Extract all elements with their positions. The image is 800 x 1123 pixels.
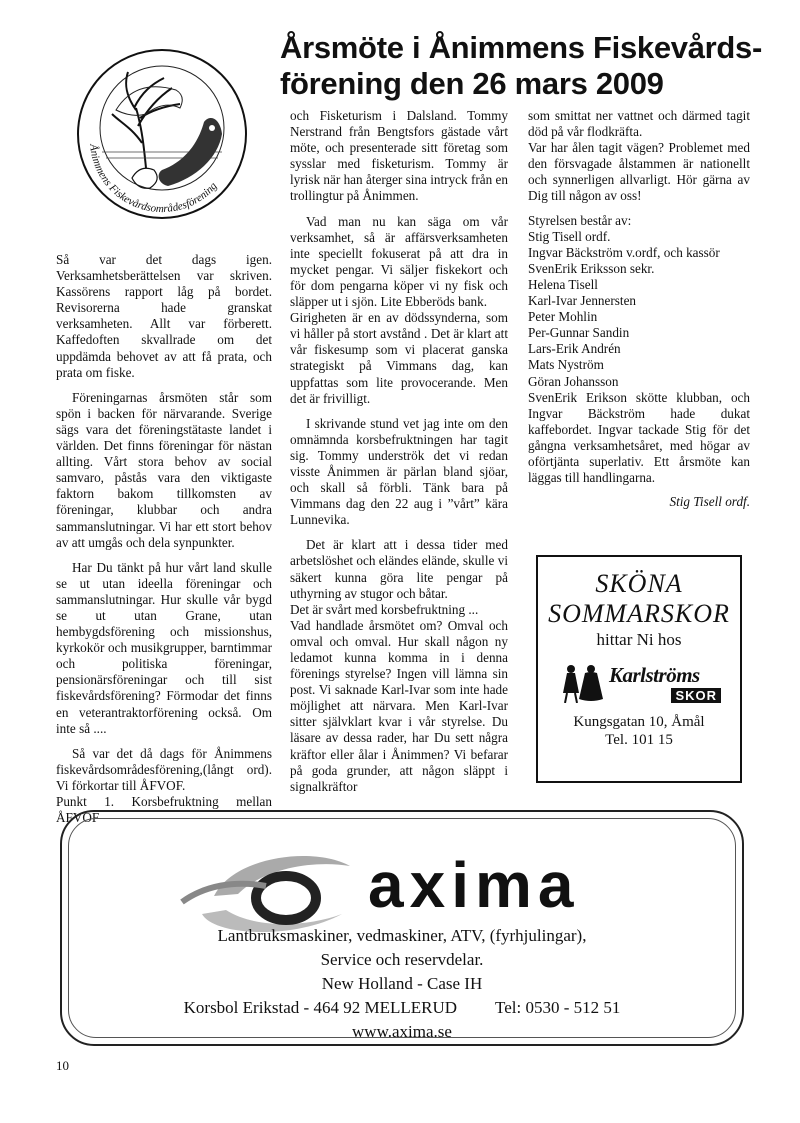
board-member: Karl-Ivar Jennersten — [528, 293, 637, 309]
board-member: Ingvar Bäckström v.ordf, och kassör — [528, 244, 720, 260]
paragraph: Var har ålen tagit vägen? Problemet med den försvagade ålstammen är nationellt och synnerligen allvarligt. Hör gärna av Dig till någon av oss! — [528, 140, 750, 204]
ad-line-products: Lantbruksmaskiner, vedmaskiner, ATV, (fyrhjulingar), — [217, 926, 587, 945]
paragraph: Girigheten är en av dödssynderna, som vi håller på stort avstånd . Det är klart att vår fiskesump som vi placerat ganska strategiskt på Vimmans dag, kan uppfattas som lite provocerande. Men det är frivilligt. — [290, 310, 508, 406]
ad-line-service: Service och reservdelar. — [320, 950, 484, 969]
ad-subline: hittar Ni hos — [596, 630, 682, 649]
board-member: SvenErik Eriksson sekr. — [528, 260, 655, 276]
ad-line-brands: New Holland - Case IH — [321, 974, 483, 993]
paragraph: Så var det dags igen. Verksamhetsberättelsen var skriven. Kassörens rapport låg på bordet. Revisorerna hade granskat verksamheten. Allt var förberett. Kaffedoften skvallrade om det uppdämda behovet av att få prata, och prata om fiske. — [56, 252, 272, 380]
axima-ad — [60, 810, 744, 1046]
ad-headline-1: SKÖNA — [595, 569, 683, 598]
board-member: Peter Mohlin — [528, 309, 598, 325]
paragraph: Vad handlade årsmötet om? Omval och omval och omval. Hur skall någon ny ledamot kunna komma in i denna förenings styrelse? Ingen vill lämna sin post. Vi saknade Karl-Ivar som inte hade möjlighet att närvara. Men Karl-Ivar sitter självklart kvar i vår styrelse. Du läsare av dessa rader, har Du sett några kräftor eller ålar i Ånimmen? Vi befarar på goda grunder, att någon släppt i signalkräftor — [290, 617, 508, 794]
paragraph: Föreningarnas årsmöten står som spön i backen för närvarande. Sverige sägs vara det föreningstätaste landet i världen. Det finns föreningar för nästan allting. Vårt stora behov av social samvaro, påstås vara den viktigaste faktorn bakom tillkomsten av föreningar, klubbar och andra sammanslutningar. Vi har ett stort behov av att umgås och dela synpunkter. — [56, 389, 272, 550]
headline-line-1: Årsmöte i Ånimmens Fiskevårds- — [280, 30, 763, 65]
board-member: Stig Tisell ordf. — [528, 228, 611, 244]
store-phone: Tel. 101 15 — [605, 732, 673, 748]
paragraph: I skrivande stund vet jag inte om den omnämnda korsbefruktningen har tagit sig. Tommy underströk det vi redan visste Ånimmen är pärlan bland sjöar, och skall så förbli. Tänk bara på Vimmans dag den 22 aug i ”vårt” kära Lunnevika. — [290, 415, 508, 528]
board-intro: Styrelsen består av: — [528, 212, 632, 228]
board-member: Mats Nyström — [528, 357, 604, 373]
article-headline — [280, 30, 780, 102]
store-skor-label: SKOR — [671, 688, 721, 703]
board-member: Lars-Erik Andrén — [528, 341, 621, 357]
article-column-2 — [290, 108, 508, 804]
paragraph: Så var det då dags för Ånimmens fiskevårdsområdesförening,(långt ord). Vi förkortar till ÅFVOF. — [56, 745, 272, 793]
ad-address: Korsbol Erikstad - 464 92 MELLERUD — [183, 998, 458, 1017]
paragraph: Det är svårt med korsbefruktning ... — [290, 601, 479, 617]
dancing-couple-icon — [557, 663, 605, 703]
paragraph: och Fisketurism i Dalsland. Tommy Nerstrand från Bengtsfors gästade vårt möte, och presenterade sitt företag som sysslar med fisketurism. Tommy är lyrisk när han återger sina intryck från en trollingtur på Ånimmen. — [290, 108, 508, 204]
board-member: Göran Johansson — [528, 373, 619, 389]
board-member: Helena Tisell — [528, 276, 598, 292]
ad-contact-row — [62, 996, 742, 1020]
paragraph: Det är klart att i dessa tider med arbetslöshet och eländes elände, skulle vi säkert kunna göra lite pengar på uthyrning av stugor och båtar. — [290, 537, 508, 601]
paragraph: Punkt 1. Korsbefruktning mellan ÅFVOF — [56, 794, 272, 826]
ad-headline-2: SOMMARSKOR — [548, 599, 730, 628]
ad-website: www.axima.se — [352, 1022, 452, 1041]
headline-line-2: förening den 26 mars 2009 — [280, 66, 664, 101]
store-script-name: Karlströms — [609, 663, 700, 687]
shoe-store-ad — [536, 555, 742, 783]
paragraph: Har Du tänkt på hur vårt land skulle se ut utan ideella föreningar och sammanslutningar. Hur skulle vår bygd se ut utan Grane, utan hembygdsförening och missionshus, kyrkokör och musikgrupper, barntimmar och politiska föreningar, pensionärsföreningar och till sist fiskevårdsförening? Förmodar det finns en veterantraktorförening också. Om inte så .... — [56, 559, 272, 736]
board-member: Per-Gunnar Sandin — [528, 325, 630, 341]
article-column-1 — [56, 252, 272, 835]
axima-brand-name: axima — [368, 849, 580, 921]
page-number: 10 — [56, 1058, 69, 1073]
store-address: Kungsgatan 10, Åmål — [573, 714, 705, 730]
signature: Stig Tisell ordf. — [669, 494, 750, 510]
association-logo — [76, 48, 248, 220]
logo-ring-text: Ånimmens Fiskevårdsområdesförening — [87, 143, 220, 216]
paragraph: som smittat ner vattnet och därmed tagit död på vår flodkräfta. — [528, 108, 750, 140]
paragraph: Vad man nu kan säga om vår verksamhet, så är affärsverksamheten inte speciellt fokuserat på att dra in mycket pengar. Vi säljer fiskekort och för dom pengarna köper vi ny fisk och släpper ut i sjön. Lite Ebberöds bank. — [290, 213, 508, 310]
article-column-3 — [528, 108, 750, 510]
paragraph: SvenErik Erikson skötte klubban, och Ingvar Bäckström hade dukat kaffebordet. Ingvar tackade Stig för det gångna verksamhetsåret, med högar av oförtjänta superlativ. Ett årsmöte kan läggas till handlingarna. — [528, 389, 750, 486]
board-member-list — [528, 229, 750, 390]
ad-phone: Tel: 0530 - 512 51 — [495, 998, 621, 1017]
shoe-store-logo — [538, 663, 740, 703]
